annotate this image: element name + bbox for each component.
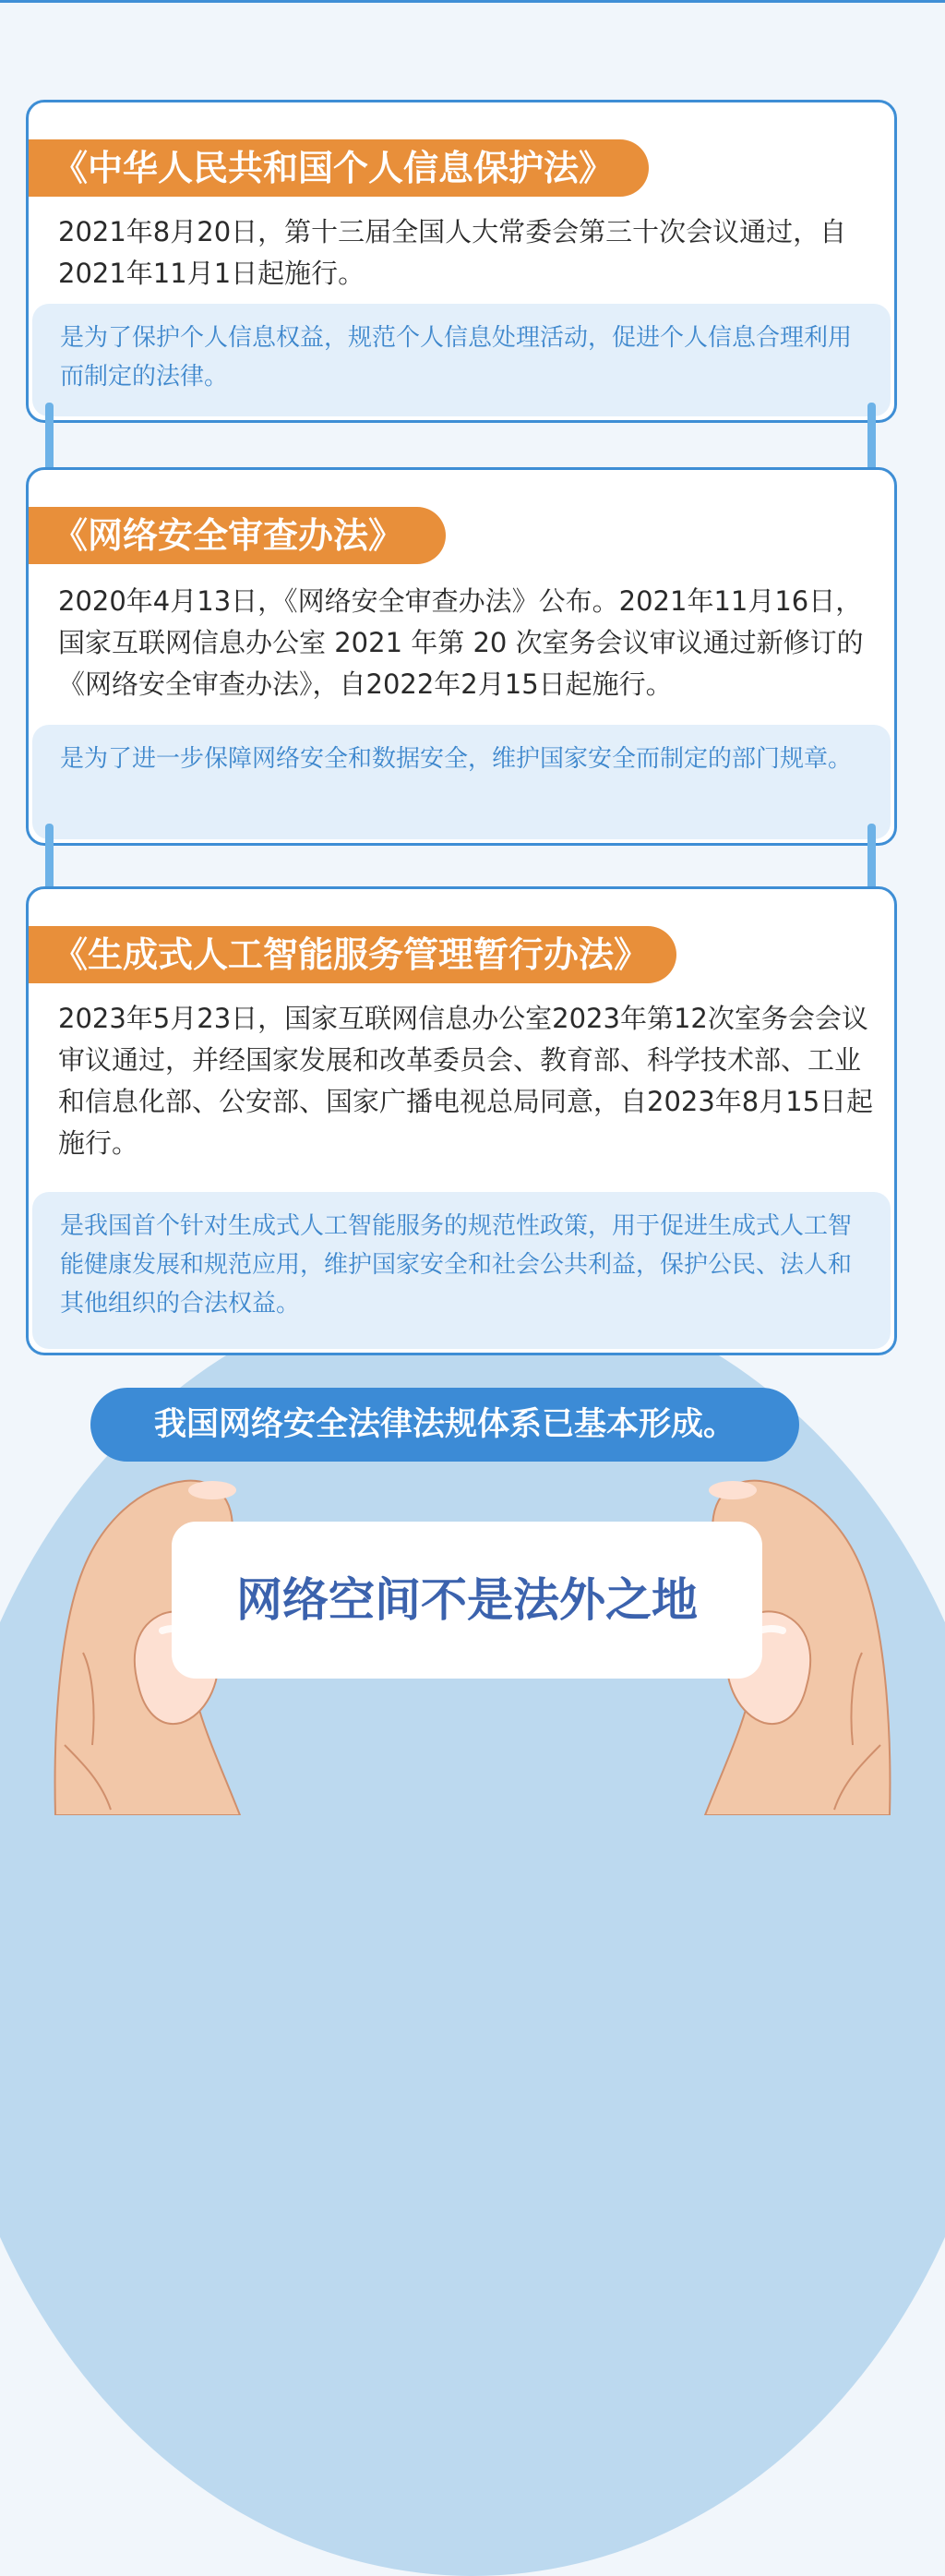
summary-pill: 我国网络安全法律法规体系已基本形成。: [90, 1388, 799, 1462]
law-card-generative-ai: [26, 886, 897, 1355]
top-border-line: [0, 0, 945, 3]
law-enactment-text: 2023年5月23日，国家互联网信息办公室2023年第12次室务会会议审议通过，并经国家发展和改革委员会、教育部、科学技术部、工业和信息化部、公安部、国家广播电视总局同意，自2023年8月15日起施行。: [58, 1003, 874, 1159]
law-card-cybersecurity-review: [26, 467, 897, 846]
law-purpose-note: 是为了保护个人信息权益，规范个人信息处理活动，促进个人信息合理利用而制定的法律。: [32, 304, 891, 416]
law-purpose-note: 是为了进一步保障网络安全和数据安全，维护国家安全而制定的部门规章。: [32, 725, 891, 839]
law-enactment-text: 2020年4月13日，《网络安全审查办法》公布。2021年11月16日，国家互联网信息办公室 2021 年第 20 次室务会议审议通过新修订的《网络安全审查办法》，自2022年2月15日起施行。: [58, 585, 864, 700]
law-enactment-text: 2021年8月20日，第十三届全国人大常委会第三十次会议通过，自2021年11月1日起施行。: [58, 216, 847, 289]
law-card-personal-info-protection: [26, 100, 897, 423]
slogan-banner: 网络空间不是法外之地: [172, 1522, 762, 1679]
law-title: 《生成式人工智能服务管理暂行办法》: [29, 926, 676, 983]
law-purpose-note: 是我国首个针对生成式人工智能服务的规范性政策，用于促进生成式人工智能健康发展和规范应用，维护国家安全和社会公共利益，保护公民、法人和其他组织的合法权益。: [32, 1192, 891, 1349]
law-title: 《中华人民共和国个人信息保护法》: [29, 139, 649, 197]
law-title: 《网络安全审查办法》: [29, 507, 446, 564]
